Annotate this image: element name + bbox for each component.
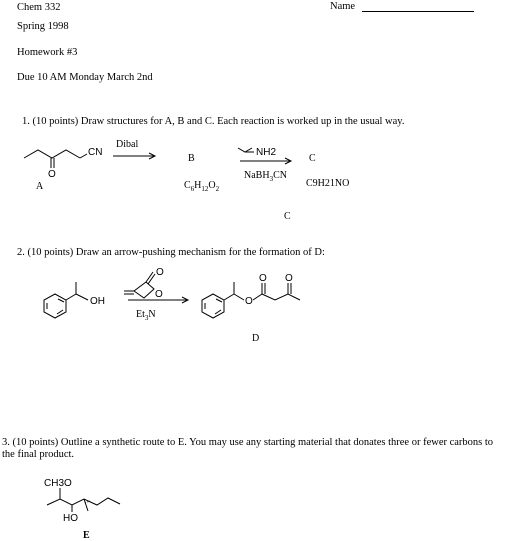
oh-label: OH bbox=[90, 296, 105, 307]
compound-a-chain bbox=[24, 150, 80, 158]
ho-label: HO bbox=[63, 513, 78, 524]
reagent-nabh3cn: NaBH$_3$CN bbox=[244, 170, 287, 183]
label-a: A bbox=[36, 181, 44, 192]
label-e: E bbox=[83, 530, 90, 541]
name-label: Name bbox=[330, 1, 356, 12]
reagent-et3n: $Et_3N$ bbox=[136, 309, 156, 322]
label-b: B bbox=[188, 153, 195, 164]
isopropyl-amine-skeleton bbox=[238, 148, 252, 152]
q1-prompt: 1. (10 points) Draw structures for A, B and C. Each reaction is worked up in the usual way. bbox=[22, 116, 405, 127]
reagent-dibal: Dibal bbox=[116, 139, 139, 150]
methoxy-label: CH3O bbox=[44, 478, 72, 489]
compound-e-chain bbox=[47, 498, 120, 505]
ester-carbonyl-o: O bbox=[259, 273, 267, 284]
due-date: Due 10 AM Monday March 2nd bbox=[17, 72, 153, 83]
course-title: Chem 332 bbox=[17, 2, 61, 13]
term: Spring 1998 bbox=[17, 21, 69, 32]
q2-prompt: 2. (10 points) Draw an arrow-pushing mechanism for the formation of D: bbox=[17, 247, 325, 258]
label-c: C bbox=[309, 153, 316, 164]
acetoacetate-chain bbox=[262, 294, 300, 300]
compound-a-bond-to-cn bbox=[80, 154, 87, 158]
diketene-ring-o: O bbox=[155, 289, 163, 300]
nitrile-label: CN bbox=[88, 147, 103, 158]
label-d: D bbox=[252, 333, 260, 344]
ester-o-label: O bbox=[245, 296, 253, 307]
formula-b: $C_6H_{12}O_2$ bbox=[184, 180, 220, 193]
homework-title: Homework #3 bbox=[17, 47, 78, 58]
ketone-o-label: O bbox=[48, 169, 56, 180]
diketene-carbonyl-o: O bbox=[156, 267, 164, 278]
amine-label: NH2 bbox=[256, 147, 277, 158]
ketone-o-label-d: O bbox=[285, 273, 293, 284]
q3-prompt: 3. (10 points) Outline a synthetic route to E. You may use any starting material that donates three or fewer carbons to the final product. bbox=[2, 437, 494, 460]
diketene-ring bbox=[134, 282, 154, 298]
label-c-answer: C bbox=[284, 211, 291, 222]
formula-c: C9H21NO bbox=[306, 178, 350, 189]
